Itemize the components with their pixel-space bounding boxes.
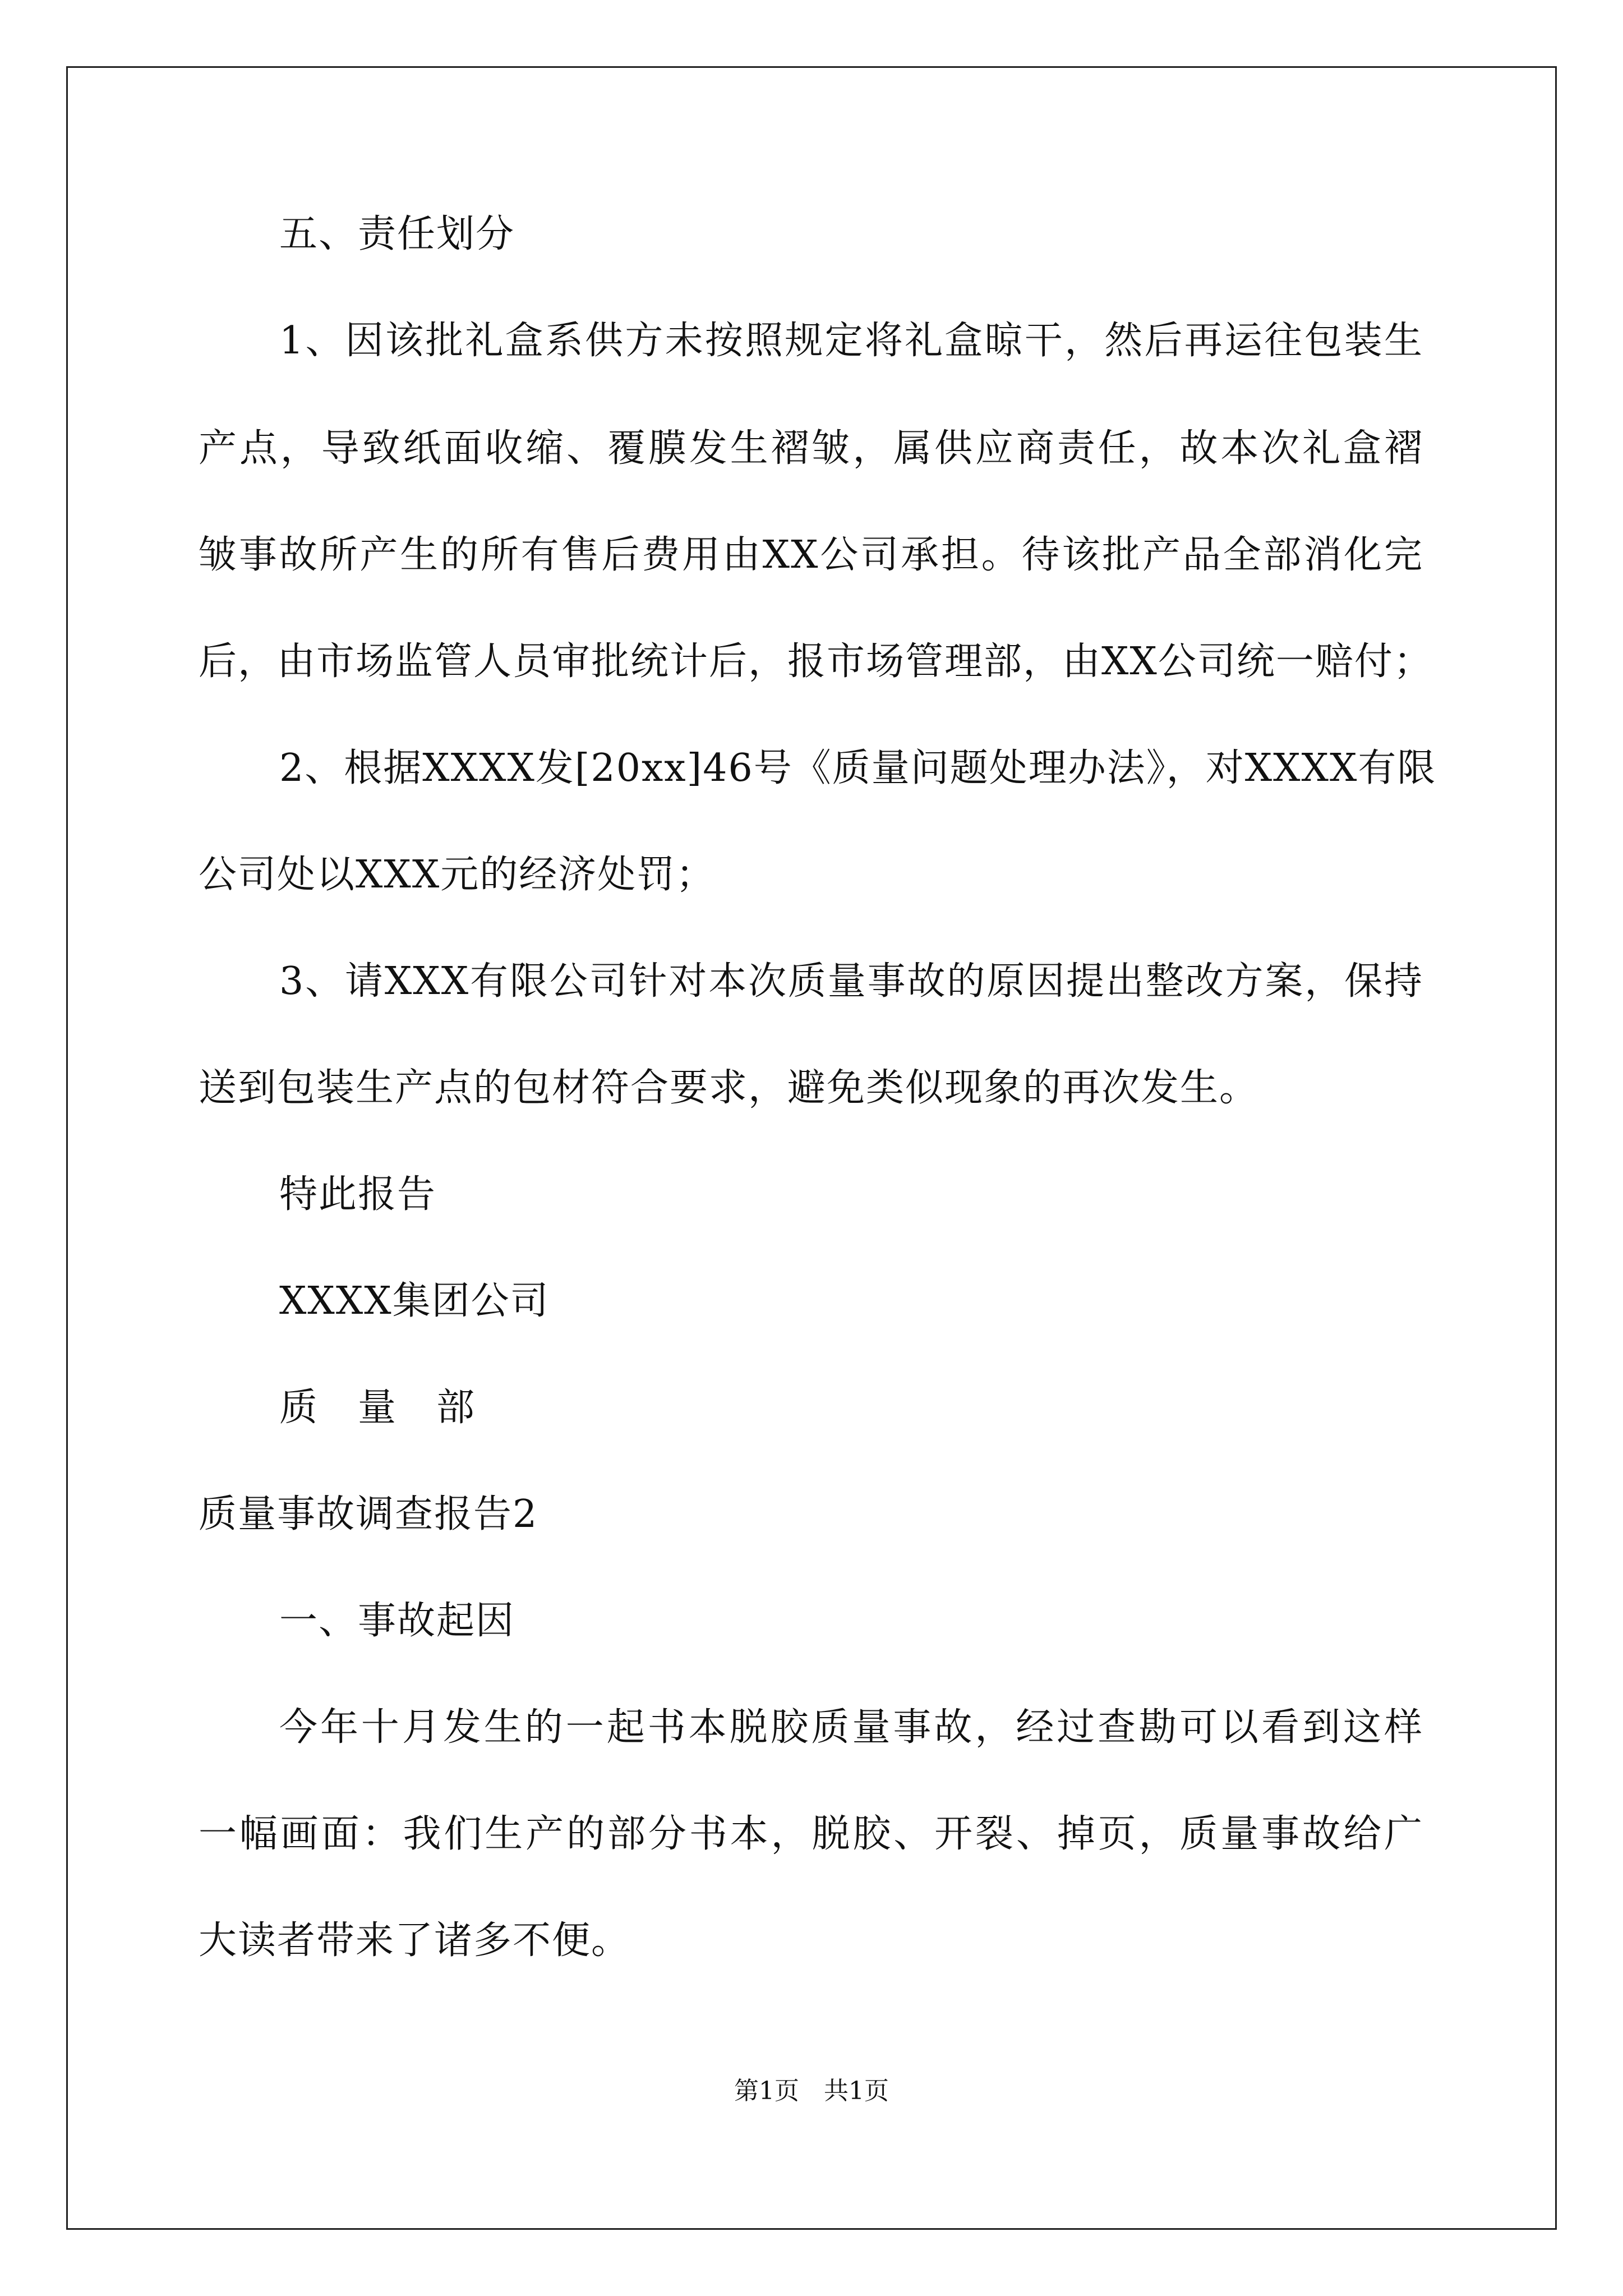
paragraph-line: 2、根据XXXX发[20xx]46号《质量问题处理办法》，对XXXX有限 (279, 746, 1437, 790)
page-border (66, 66, 1557, 2230)
paragraph-line: 1、因该批礼盒系供方未按照规定将礼盒晾干，然后再运往包装生 (279, 319, 1423, 363)
paragraph-line: 产点，导致纸面收缩、覆膜发生褶皱，属供应商责任，故本次礼盒褶 (199, 426, 1423, 471)
signature-department: 质 量 部 (279, 1386, 476, 1430)
paragraph-line: 3、请XXX有限公司针对本次质量事故的原因提出整改方案，保持 (279, 959, 1423, 1004)
paragraph-line: 后，由市场监管人员审批统计后，报市场管理部，由XX公司统一赔付； (199, 639, 1433, 684)
paragraph-line: 一幅画面：我们生产的部分书本，脱胶、开裂、掉页，质量事故给广 (199, 1812, 1423, 1856)
section-heading-cause: 一、事故起因 (279, 1599, 515, 1643)
paragraph-line: 今年十月发生的一起书本脱胶质量事故，经过查勘可以看到这样 (279, 1705, 1423, 1750)
paragraph-line: 公司处以XXX元的经济处罚； (199, 853, 716, 897)
closing-statement: 特此报告 (279, 1172, 437, 1217)
signature-company: XXXX集团公司 (279, 1279, 550, 1323)
paragraph-line: 送到包装生产点的包材符合要求，避免类似现象的再次发生。 (199, 1066, 1259, 1110)
section-heading-responsibility: 五、责任划分 (279, 212, 515, 256)
report-title-2: 质量事故调查报告2 (199, 1492, 538, 1536)
paragraph-line: 皱事故所产生的所有售后费用由XX公司承担。待该批产品全部消化完 (199, 533, 1423, 577)
paragraph-line: 大读者带来了诸多不便。 (199, 1918, 631, 1963)
page-number-footer: 第1页 共1页 (734, 2077, 889, 2105)
